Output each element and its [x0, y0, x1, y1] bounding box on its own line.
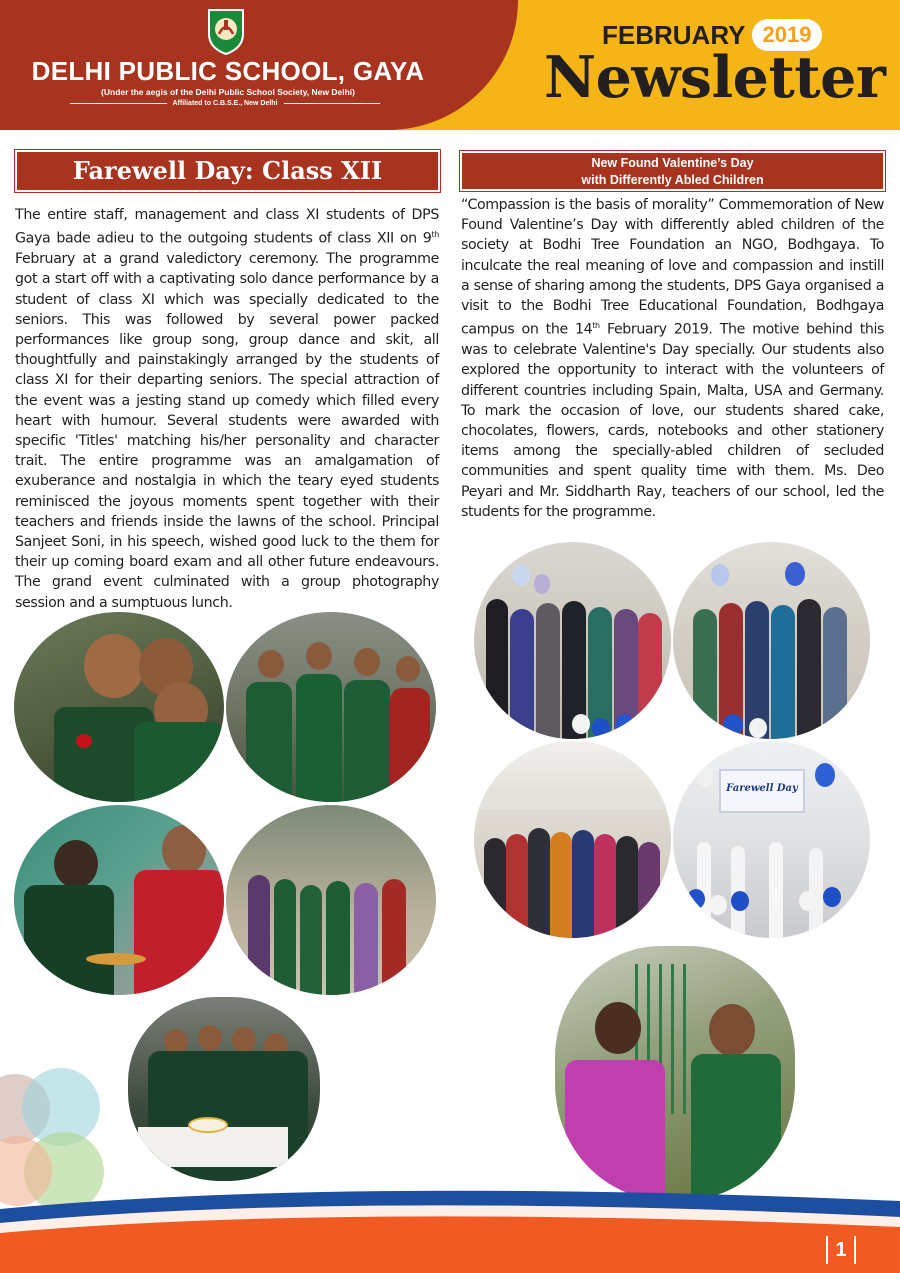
farewell-day-banner	[719, 769, 805, 813]
school-affiliation	[70, 100, 380, 107]
school-subtitle: (Under the aegis of the Delhi Public School Society, New Delhi)	[101, 87, 355, 97]
valentine-heading	[462, 153, 883, 189]
photo-tilak-at-gate	[555, 946, 795, 1200]
divider	[284, 103, 381, 104]
page-number: 1	[826, 1236, 856, 1264]
photo-large-group-indoor	[474, 741, 671, 938]
issue-month: FEBRUARY	[602, 20, 746, 50]
farewell-heading: Farewell Day: Class XII	[17, 152, 438, 190]
photo-dance-performance	[673, 741, 870, 938]
banner-text: Farewell Day	[726, 783, 798, 794]
footer-wave	[0, 1165, 900, 1273]
photo-students-with-rose	[14, 612, 224, 802]
valentine-heading-line2: with Differently Abled Children	[581, 173, 764, 187]
issue-year-badge: 2019	[752, 19, 822, 51]
photo-group-sarees-1	[474, 542, 671, 739]
valentine-article: “Compassion is the basis of morality” Commemoration of New Found Valentine’s Day with differently abled children of the society at Bodhi Tree Foundation an NGO, Bodhgaya. To inculcate the real meaning of love and compassion and instill a sense of sharing among the students, DPS Gaya organised a visit to the Bodhi Tree Educational Foundation, Bodhgaya campus on the 14th February 2019. The motive behind this was to celebrate Valentine's Day specially. Our students also explored the opportunity to interact with the volunteers of different countries including Spain, Malta, USA and Germany. To mark the occasion of love, our students shared cake, chocolates, flowers, cards, notebooks and other stationery items among the specially-abled children of secluded communities and spent quality time with them. Ms. Deo Peyari and Mr. Siddharth Ray, teachers of our school, led the students for the programme.	[461, 197, 884, 520]
newsletter-header	[0, 0, 900, 130]
ordinal-suffix: th	[592, 321, 600, 331]
school-banner	[0, 0, 518, 130]
photo-students-outdoors	[226, 805, 436, 995]
school-name: DELHI PUBLIC SCHOOL, GAYA	[31, 56, 425, 86]
photo-children-group	[226, 612, 436, 802]
ordinal-suffix: th	[431, 230, 439, 240]
affiliation-text: Affiliated to C.B.S.E., New Delhi	[172, 100, 278, 107]
newsletter-title: Newsletter	[544, 44, 886, 111]
photo-students-cake	[128, 997, 320, 1181]
photo-tilak-ceremony	[14, 805, 224, 995]
photo-group-sarees-2	[673, 542, 870, 739]
school-crest-icon	[205, 6, 247, 56]
farewell-article: The entire staff, management and class XI students of DPS Gaya bade adieu to the outgoing students of class XII on 9th February at a grand valedictory ceremony. The programme got a start off with a captivating solo dance performance by a student of class XI which was specially dedicated to the seniors. This was followed by several power packed performances like group song, group dance and skit, all thoughtfully and painstakingly arranged by the students of class XI for their departing seniors. The special attraction of the event was a jesting stand up comedy which filled every heart with humour. Several students were awarded with specific 'Titles' matching his/her personality and character trait. The entire programme was an amalgamation of exuberance and nostalgia in which the teary eyed students reminisced the joyous moments spent together with their teachers and friends inside the lawns of the school. Principal Sanjeet Soni, in his speech, wished good luck to the them for their up coming board exam and all other future endeavours. The grand event culminated with a group photography session and a sumptuous lunch.	[15, 207, 439, 611]
valentine-heading-line1: New Found Valentine’s Day	[591, 156, 754, 170]
divider	[70, 103, 167, 104]
